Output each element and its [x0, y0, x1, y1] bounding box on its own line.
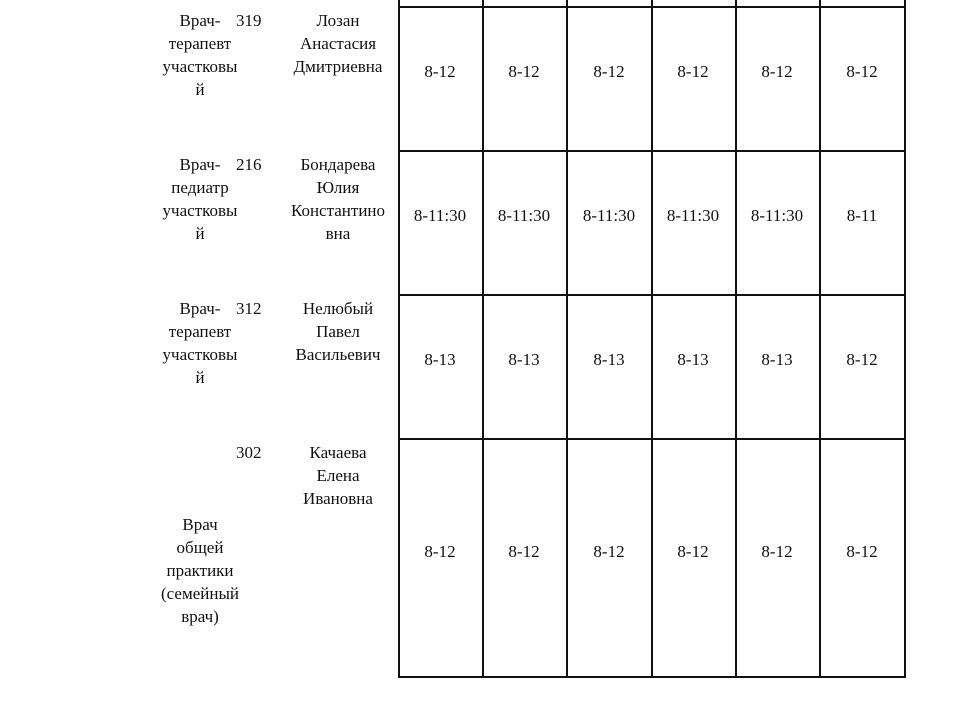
position-line: педиатр — [171, 178, 229, 197]
position-line: участковы — [162, 201, 238, 220]
doctor-name — [276, 441, 400, 510]
room-number: 319 — [236, 11, 262, 30]
position-line: врач) — [181, 607, 219, 626]
grid-vertical-line — [735, 0, 737, 678]
position-line: общей — [176, 538, 224, 557]
name-line: Васильевич — [295, 345, 381, 364]
grid-vertical-line — [482, 0, 484, 678]
hours-cell: 8-12 — [846, 542, 878, 561]
name-line: Елена — [316, 466, 360, 485]
position-line: Врач- — [179, 11, 221, 30]
hours-cell: 8-11:30 — [413, 206, 467, 225]
hours-cell: 8-12 — [593, 542, 625, 561]
name-line: Ивановна — [303, 489, 373, 508]
grid-vertical-line — [651, 0, 653, 678]
grid-horizontal-line — [398, 150, 906, 152]
position-line: практики — [166, 561, 234, 580]
position-line: Врач- — [179, 299, 221, 318]
grid-horizontal-line — [398, 294, 906, 296]
grid-vertical-line — [566, 0, 568, 678]
hours-cell: 8-12 — [761, 62, 793, 81]
grid-vertical-line — [904, 0, 906, 678]
name-line: Константино — [290, 201, 386, 220]
position-line: й — [195, 368, 205, 387]
hours-cell: 8-11:30 — [666, 206, 720, 225]
name-line: Павел — [316, 322, 360, 341]
hours-cell: 8-12 — [846, 350, 878, 369]
hours-cell: 8-13 — [424, 350, 456, 369]
hours-cell: 8-12 — [846, 62, 878, 81]
name-line: Бондарева — [300, 155, 376, 174]
hours-cell: 8-11 — [846, 206, 878, 225]
hours-cell: 8-12 — [508, 62, 540, 81]
name-line: Нелюбый — [302, 299, 374, 318]
hours-cell: 8-12 — [424, 62, 456, 81]
room-number: 216 — [236, 155, 262, 174]
name-line: Юлия — [316, 178, 360, 197]
position-line: участковы — [162, 345, 238, 364]
position-line: й — [195, 80, 205, 99]
hours-cell: 8-11:30 — [750, 206, 804, 225]
name-line: Дмитриевна — [293, 57, 383, 76]
hours-cell: 8-12 — [677, 62, 709, 81]
doctor-name — [276, 297, 400, 366]
hours-cell: 8-12 — [508, 542, 540, 561]
hours-cell: 8-11:30 — [497, 206, 551, 225]
position-line: терапевт — [168, 34, 232, 53]
hours-cell: 8-12 — [677, 542, 709, 561]
grid-horizontal-line — [398, 438, 906, 440]
hours-cell: 8-13 — [677, 350, 709, 369]
position-line: Врач — [182, 515, 218, 534]
name-line: Лозан — [316, 11, 360, 30]
position-line: терапевт — [168, 322, 232, 341]
hours-cell: 8-13 — [761, 350, 793, 369]
name-line: Анастасия — [299, 34, 377, 53]
hours-cell: 8-12 — [761, 542, 793, 561]
hours-cell: 8-12 — [593, 62, 625, 81]
hours-grid — [398, 0, 906, 680]
grid-vertical-line — [398, 0, 400, 678]
doctor-name — [276, 9, 400, 78]
room-number: 312 — [236, 299, 262, 318]
position-line: (семейный — [161, 584, 239, 603]
position-line: й — [195, 224, 205, 243]
room-number: 302 — [236, 443, 262, 462]
position-line: Врач- — [179, 155, 221, 174]
name-line: вна — [325, 224, 351, 243]
hours-cell: 8-13 — [593, 350, 625, 369]
position-line: участковы — [162, 57, 238, 76]
grid-vertical-line — [819, 0, 821, 678]
doctor-position — [128, 513, 272, 628]
doctor-name — [276, 153, 400, 245]
name-line: Качаева — [309, 443, 367, 462]
grid-horizontal-line — [398, 676, 906, 678]
grid-horizontal-line — [398, 6, 906, 8]
hours-cell: 8-13 — [508, 350, 540, 369]
hours-cell: 8-12 — [424, 542, 456, 561]
hours-cell: 8-11:30 — [582, 206, 636, 225]
